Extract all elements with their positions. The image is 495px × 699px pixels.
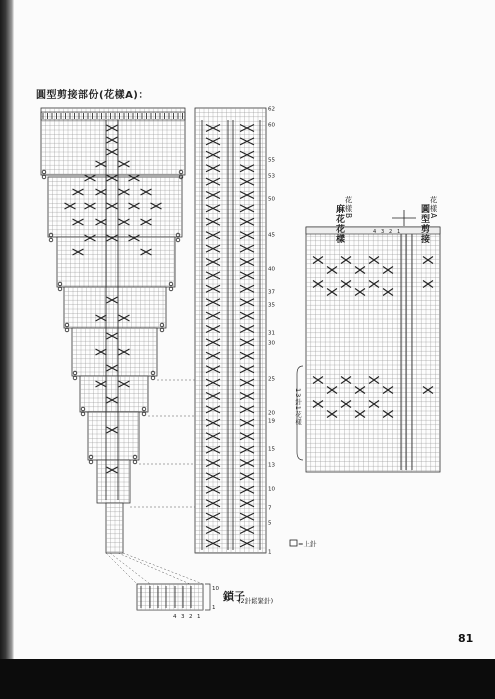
funnel-dashed-line <box>106 553 137 584</box>
side-chart-stitch-number: 1 <box>397 229 401 235</box>
row-number-label: 60 <box>268 122 275 129</box>
main-chart-tier-8 <box>97 460 130 503</box>
funnel-dashed-line <box>118 553 190 584</box>
label-pattern-b-title: 花樣B <box>344 196 353 220</box>
page-number: 81 <box>458 632 474 645</box>
yarn-over-symbol <box>160 328 164 332</box>
main-chart-tier-6 <box>80 376 148 412</box>
yarn-over-symbol <box>42 175 46 179</box>
yarn-over-symbol <box>58 287 62 291</box>
row-number-label: 25 <box>268 376 275 383</box>
label-pattern-a-title: 花樣A <box>429 196 438 220</box>
row-number-label: 31 <box>268 330 275 337</box>
yarn-over-symbol <box>89 460 93 464</box>
funnel-dashed-line <box>123 553 203 584</box>
funnel-dashed-line <box>110 553 150 584</box>
row-number-label: 37 <box>268 289 275 296</box>
legend-purl-box <box>290 540 297 546</box>
cable-strip-chart <box>195 108 266 553</box>
yarn-over-symbol <box>81 412 85 416</box>
legend-text: =上針 <box>298 540 317 548</box>
side-chart-stitch-number: 2 <box>389 229 393 235</box>
row-number-label: 15 <box>268 446 275 453</box>
yarn-over-symbol <box>142 412 146 416</box>
row-number-label: 30 <box>268 340 275 347</box>
ribbing-row-number: 1 <box>212 605 216 611</box>
ribbing-stitch-number: 1 <box>197 614 201 620</box>
ribbing-bracket <box>205 584 210 610</box>
side-chart-stitch-number: 4 <box>373 229 377 235</box>
row-number-label: 5 <box>268 520 272 527</box>
yarn-over-symbol <box>65 328 69 332</box>
row-number-label: 40 <box>268 266 275 273</box>
side-pattern-chart <box>306 227 440 472</box>
yarn-over-symbol <box>169 287 173 291</box>
arrow-divider-icon <box>392 210 416 226</box>
yarn-over-symbol <box>133 460 137 464</box>
row-number-label: 20 <box>268 410 275 417</box>
row-number-label: 53 <box>268 173 275 180</box>
main-chart-tier-3 <box>57 237 175 287</box>
ribbing-chart <box>137 584 203 610</box>
row-number-label: 7 <box>268 505 272 512</box>
label-pattern-a-name: 圓型剪接 <box>419 204 429 244</box>
row-number-label: 19 <box>268 418 275 425</box>
row-number-label: 10 <box>268 486 275 493</box>
main-chart-tier-7 <box>88 412 139 460</box>
ribbing-note: (2針鬆緊針) <box>238 597 274 605</box>
row-number-label: 1 <box>268 549 272 556</box>
main-chart-tier-1 <box>41 108 185 175</box>
row-number-label: 62 <box>268 106 275 113</box>
bottom-dark-band <box>0 659 495 699</box>
ribbing-row-number: 10 <box>212 586 219 592</box>
row-number-label: 35 <box>268 302 275 309</box>
section-heading: 圓型剪接部份(花樣A)： <box>36 90 149 101</box>
yarn-over-symbol <box>73 376 77 380</box>
row-number-label: 55 <box>268 157 275 164</box>
main-chart-tier-9 <box>106 503 123 553</box>
side-chart-stitch-number: 3 <box>381 229 385 235</box>
yarn-over-symbol <box>176 238 180 242</box>
row-number-label: 45 <box>268 232 275 239</box>
ribbing-stitch-number: 2 <box>189 614 193 620</box>
ribbing-label: 鎖子 <box>223 590 245 603</box>
main-chart-tier-4 <box>64 287 166 328</box>
row-number-label: 50 <box>268 196 275 203</box>
repeat-label: 13針1花樣 <box>294 388 302 426</box>
row-number-label: 13 <box>268 462 275 469</box>
yarn-over-symbol <box>151 376 155 380</box>
yarn-over-symbol <box>49 238 53 242</box>
label-pattern-b-name: 麻花花樣 <box>334 204 344 244</box>
ribbing-stitch-number: 4 <box>173 614 177 620</box>
ribbing-stitch-number: 3 <box>181 614 185 620</box>
